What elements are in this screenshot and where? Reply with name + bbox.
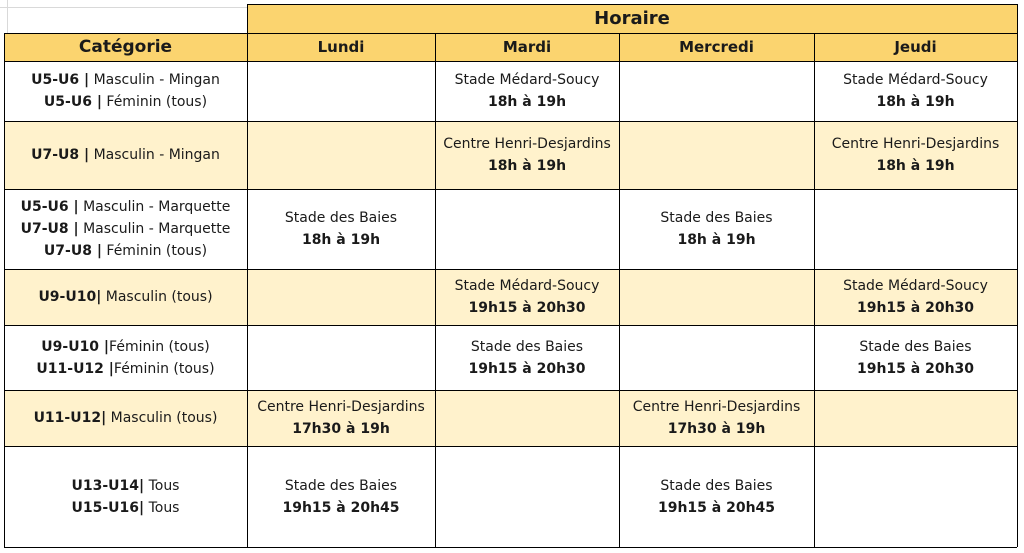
venue-name: Stade des Baies	[859, 338, 972, 355]
table-border	[1017, 4, 1018, 547]
time-range: 18h à 19h	[876, 94, 955, 110]
table-border	[4, 325, 1017, 326]
venue-name: Stade des Baies	[660, 210, 773, 226]
table-border	[4, 33, 1017, 34]
table-border	[4, 121, 1017, 122]
schedule-cell[interactable]	[435, 446, 619, 547]
day-header-label: Mardi	[502, 38, 552, 56]
time-range: 19h15 à 20h45	[657, 499, 776, 516]
day-header-label: Jeudi	[894, 38, 937, 56]
time-range: 19h15 à 20h30	[468, 360, 586, 377]
category-line: U11-U12 |Féminin (tous)	[36, 360, 215, 377]
time-range: 18h à 19h	[301, 232, 381, 248]
day-header-jeudi[interactable]	[814, 33, 1017, 61]
venue-name: Centre Henri-Desjardins	[443, 136, 611, 152]
table-border	[4, 189, 1017, 190]
time-range: 19h15 à 20h30	[856, 300, 975, 316]
table-border	[814, 33, 815, 547]
time-range: 18h à 19h	[487, 158, 567, 174]
schedule-cell[interactable]	[619, 446, 814, 547]
time-range: 19h15 à 20h30	[468, 300, 586, 316]
table-border	[247, 4, 248, 547]
table-border	[4, 269, 1017, 270]
time-range: 18h à 19h	[876, 158, 955, 174]
category-line: U13-U14| Tous	[71, 477, 180, 494]
category-cell[interactable]	[4, 189, 247, 269]
schedule-cell[interactable]	[435, 121, 619, 189]
venue-name: Stade des Baies	[470, 338, 584, 355]
time-range: 17h30 à 19h	[292, 421, 390, 437]
venue-name: Centre Henri-Desjardins	[831, 136, 1000, 152]
venue-name: Stade des Baies	[284, 210, 398, 226]
schedule-cell[interactable]	[247, 446, 435, 547]
categorie-header[interactable]	[4, 33, 247, 61]
schedule-cell[interactable]	[814, 61, 1017, 121]
schedule-cell[interactable]	[435, 269, 619, 325]
venue-name: Stade Médard-Soucy	[454, 72, 600, 88]
venue-name: Centre Henri-Desjardins	[632, 399, 801, 415]
table-border	[4, 390, 1017, 391]
categorie-header-label: Catégorie	[78, 37, 173, 57]
schedule-cell[interactable]	[435, 390, 619, 446]
table-border	[619, 33, 620, 547]
schedule-cell[interactable]	[814, 269, 1017, 325]
category-line: U9-U10 |Féminin (tous)	[41, 338, 210, 355]
schedule-cell[interactable]	[435, 325, 619, 390]
category-cell[interactable]	[4, 390, 247, 446]
schedule-cell[interactable]	[814, 189, 1017, 269]
horaire-header-label: Horaire	[594, 7, 670, 29]
schedule-cell[interactable]	[247, 269, 435, 325]
day-header-mardi[interactable]	[435, 33, 619, 61]
category-line: U5-U6 | Masculin - Mingan	[31, 72, 220, 88]
schedule-cell[interactable]	[619, 61, 814, 121]
table-border	[4, 33, 5, 547]
schedule-cell[interactable]	[435, 61, 619, 121]
sheet-gridline	[7, 0, 8, 33]
category-cell[interactable]	[4, 325, 247, 390]
schedule-cell[interactable]	[247, 325, 435, 390]
category-line: U5-U6 | Masculin - Marquette	[20, 199, 231, 215]
schedule-cell[interactable]	[814, 121, 1017, 189]
table-border	[435, 33, 436, 547]
schedule-cell[interactable]	[435, 189, 619, 269]
category-line: U5-U6 | Féminin (tous)	[43, 94, 208, 110]
schedule-cell[interactable]	[619, 121, 814, 189]
category-line: U11-U12| Masculin (tous)	[33, 410, 218, 426]
schedule-cell[interactable]	[619, 390, 814, 446]
category-line: U7-U8 | Masculin - Marquette	[20, 221, 231, 237]
category-cell[interactable]	[4, 269, 247, 325]
time-range: 18h à 19h	[487, 94, 567, 110]
schedule-cell[interactable]	[247, 61, 435, 121]
schedule-cell[interactable]	[619, 325, 814, 390]
day-header-label: Lundi	[317, 38, 365, 56]
time-range: 18h à 19h	[677, 232, 756, 248]
category-cell[interactable]	[4, 61, 247, 121]
time-range: 17h30 à 19h	[667, 421, 766, 437]
time-range: 19h15 à 20h30	[856, 360, 975, 377]
schedule-cell[interactable]	[814, 390, 1017, 446]
category-line: U15-U16| Tous	[71, 499, 180, 516]
category-line: U7-U8 | Masculin - Mingan	[31, 147, 220, 163]
venue-name: Stade Médard-Soucy	[454, 278, 600, 294]
day-header-lundi[interactable]	[247, 33, 435, 61]
time-range: 19h15 à 20h45	[282, 499, 400, 516]
schedule-cell[interactable]	[619, 269, 814, 325]
sheet-gridline	[0, 7, 247, 8]
schedule-cell[interactable]	[619, 189, 814, 269]
table-border	[4, 547, 1017, 548]
venue-name: Centre Henri-Desjardins	[257, 399, 425, 415]
schedule-cell[interactable]	[814, 446, 1017, 547]
table-border	[4, 61, 1017, 62]
schedule-cell[interactable]	[814, 325, 1017, 390]
schedule-cell[interactable]	[247, 390, 435, 446]
table-border	[247, 4, 1017, 5]
venue-name: Stade des Baies	[660, 477, 773, 494]
category-line: U9-U10| Masculin (tous)	[38, 289, 213, 305]
day-header-mercredi[interactable]	[619, 33, 814, 61]
venue-name: Stade Médard-Soucy	[843, 278, 988, 294]
horaire-header[interactable]	[247, 4, 1017, 33]
venue-name: Stade des Baies	[284, 477, 398, 494]
day-header-label: Mercredi	[679, 38, 754, 56]
category-cell[interactable]	[4, 121, 247, 189]
table-border	[4, 446, 1017, 447]
schedule-cell[interactable]	[247, 121, 435, 189]
category-line: U7-U8 | Féminin (tous)	[43, 243, 208, 259]
category-cell[interactable]	[4, 446, 247, 547]
venue-name: Stade Médard-Soucy	[843, 72, 988, 88]
schedule-cell[interactable]	[247, 189, 435, 269]
